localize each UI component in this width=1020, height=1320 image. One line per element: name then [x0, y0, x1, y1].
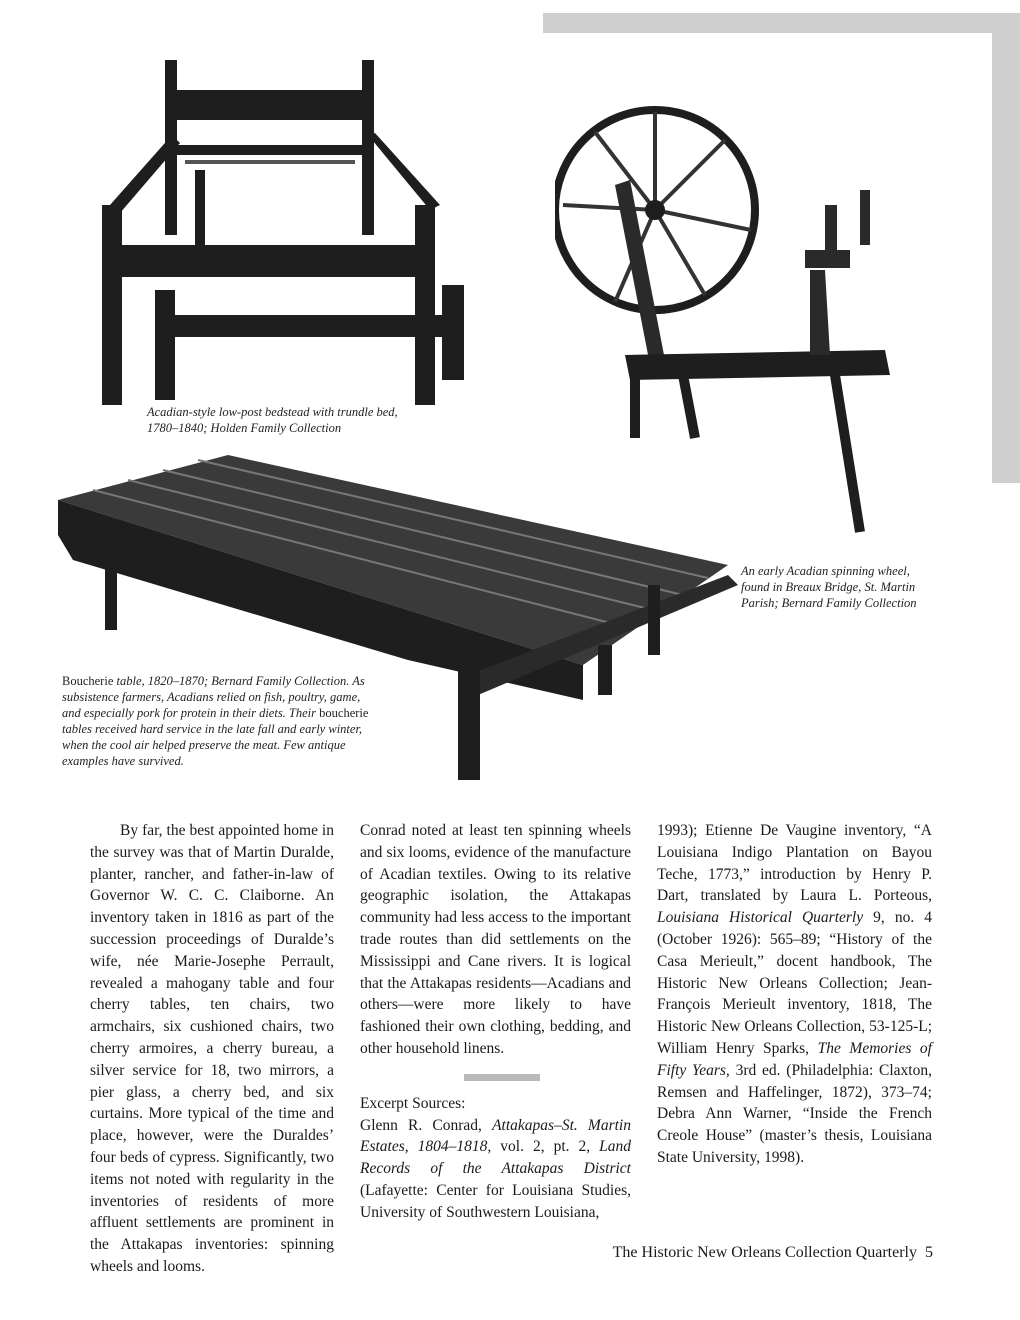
- body-paragraph-2: Conrad noted at least ten spinning wheels and six looms, evidence of the manufacture of Acadian textiles. Owing to its relative geographic isolation, the Attakapas community had less access to the important trade routes than did settlements on the Mississippi and Cane rivers. It is logical that the Attakapas residents—Acadians and others—were more likely to have fashioned their own clothing, bedding, and other household linens.: [360, 822, 631, 1057]
- caption-text-a: table, 1820–1870; Bernard Family Collection. As subsistence farmers, Acadians relied on fish, poultry, game, and especially pork for protein in their diets. Their: [62, 674, 365, 720]
- footer-publication: The Historic New Orleans Collection Quarterly: [612, 1244, 917, 1261]
- bedstead-photo: [90, 55, 480, 415]
- body-column-2: [360, 820, 631, 1224]
- bedstead-caption: Acadian-style low-post bedstead with trundle bed, 1780–1840; Holden Family Collection: [147, 405, 398, 435]
- caption-term-boucherie: Boucherie: [62, 674, 114, 688]
- body-paragraph-1: By far, the best appointed home in the survey was that of Martin Duralde, planter, rancher, and father-in-law of Governor W. C. C. Claiborne. An inventory taken in 1816 as part of the succession proceedings of Duralde’s wife, née Marie-Josephe Perrault, revealed a mahogany table and four cherry tables, ten chairs, two armchairs, six cushioned chairs, two cherry armoires, a cherry bureau, a silver service for 18, two mirrors, a pier glass, a cherry bed, and six curtains. More typical of the time and place, however, were the Duraldes’ four beds of cypress. Significantly, two items not noted with regularity in the inventories of residents of more affluent settlements are prominent in the Attakapas inventories: spinning wheels and looms.: [90, 822, 334, 1275]
- decorative-gray-bar-top: [543, 13, 1020, 33]
- page-footer: [520, 1244, 933, 1262]
- sources-title-lhq: Louisiana Historical Quarterly: [657, 909, 864, 927]
- sources-text-c: 3rd ed. (Philadelphia: Claxton, Remsen and Haffelinger, 1872), 373–74; Debra Ann Warner, “Inside the French Creole House” (master’s thesis, Louisiana State University, 1998).: [657, 1061, 932, 1166]
- sources-heading: Excerpt Sources:: [360, 1094, 466, 1112]
- footer-page-number: 5: [925, 1244, 933, 1261]
- body-column-3: [657, 820, 932, 1169]
- source-volume: vol. 2, pt. 2,: [491, 1138, 600, 1156]
- body-column-1: [90, 820, 334, 1278]
- source-title-2: Land Records of the Attakapas District: [360, 1138, 631, 1178]
- boucherie-table-caption: [62, 673, 377, 769]
- source-title: Attakapas–St. Martin Estates, 1804–1818,: [360, 1116, 631, 1156]
- sources-text-part-1: [360, 1115, 631, 1224]
- sources-text-b: 9, no. 4 (October 1926): 565–89; “History of the Casa Merieult,” docent handbook, The Historic New Orleans Collection; Jean-François Merieult inventory, 1818, The Historic New Orleans Collection, 53-125-L; William Henry Sparks,: [657, 909, 932, 1057]
- sources-text-part-2: [657, 820, 932, 1169]
- sources-title-memories: The Memories of Fifty Years,: [657, 1039, 932, 1079]
- decorative-gray-bar-right: [992, 13, 1020, 483]
- caption-term-boucherie-2: boucherie: [319, 706, 369, 720]
- section-divider: [464, 1074, 540, 1081]
- source-author: Glenn R. Conrad,: [360, 1116, 493, 1134]
- source-publisher: (Lafayette: Center for Louisiana Studies, University of Southwestern Louisiana,: [360, 1181, 631, 1221]
- caption-text-b: tables received hard service in the late fall and early winter, when the cool air helped preserve the meat. Few antique examples have survived.: [62, 722, 363, 768]
- sources-text-a: 1993); Etienne De Vaugine inventory, “A Louisiana Indigo Plantation on Bayou Teche, 1773,” introduction by Henry P. Dart, translated by Laura L. Porteous,: [657, 822, 932, 905]
- spinning-wheel-caption: An early Acadian spinning wheel, found in Breaux Bridge, St. Martin Parish; Bernard Family Collection: [741, 564, 917, 610]
